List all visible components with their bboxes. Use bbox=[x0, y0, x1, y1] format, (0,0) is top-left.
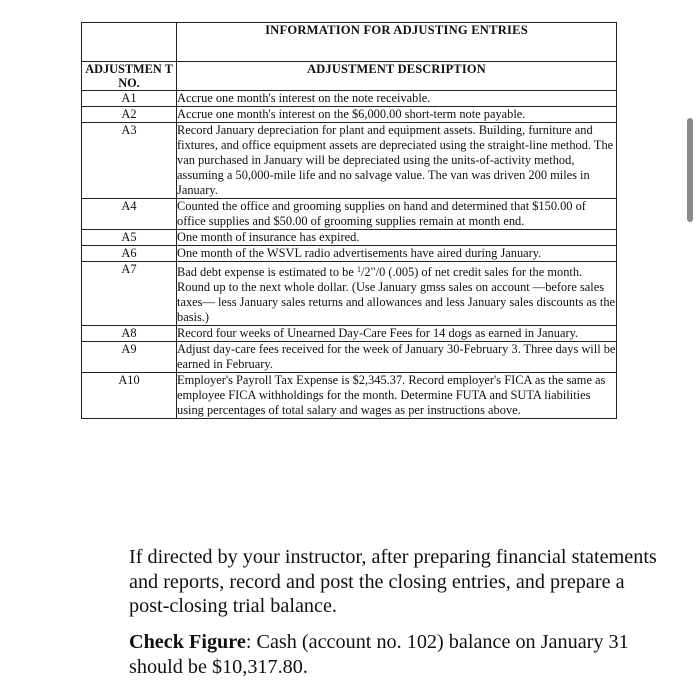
table-row bbox=[82, 107, 617, 123]
adjustment-no: A5 bbox=[82, 230, 177, 246]
table-row bbox=[82, 199, 617, 230]
adjusting-entries-table bbox=[81, 22, 617, 419]
adjustment-no: A3 bbox=[82, 123, 177, 199]
table-row bbox=[82, 91, 617, 107]
table-title: INFORMATION FOR ADJUSTING ENTRIES bbox=[177, 23, 617, 62]
table-row bbox=[82, 262, 617, 326]
fraction-superscript: 1 bbox=[356, 265, 361, 274]
check-figure-text: : Cash (account no. 102) balance on January 31 should be $10,317.80. bbox=[129, 631, 629, 678]
header-adjustment-no: ADJUSTMEN T NO. bbox=[82, 62, 177, 91]
check-figure-label: Check Figure bbox=[129, 631, 246, 653]
check-figure bbox=[129, 630, 659, 679]
adjustment-no: A2 bbox=[82, 107, 177, 123]
adjustment-description: Record four weeks of Unearned Day-Care Fees for 14 dogs as earned in January. bbox=[177, 326, 617, 342]
table-row bbox=[82, 123, 617, 199]
table-title-row bbox=[82, 23, 617, 62]
adjustment-no: A4 bbox=[82, 199, 177, 230]
table-header-row bbox=[82, 62, 617, 91]
closing-instructions: If directed by your instructor, after preparing financial statements and reports, record and post the closing entries, and prepare a post-closing trial balance. bbox=[129, 546, 657, 618]
table-row bbox=[82, 373, 617, 419]
adjustment-description: Accrue one month's interest on the $6,000.00 short-term note payable. bbox=[177, 107, 617, 123]
scrollbar-thumb[interactable] bbox=[687, 118, 693, 222]
adjustment-description: One month of the WSVL radio advertisements have aired during January. bbox=[177, 246, 617, 262]
adjustment-description: Record January depreciation for plant and equipment assets. Building, furniture and fixtures, and office equipment assets are depreciated using the straight-line method. The van purchased in January will be depreciated using the units-of-activity method, assuming a 50,000-mile life and no salvage value. The van was driven 200 miles in January. bbox=[177, 123, 617, 199]
table-row bbox=[82, 246, 617, 262]
table-row bbox=[82, 230, 617, 246]
adjustment-no: A1 bbox=[82, 91, 177, 107]
adjustment-description: One month of insurance has expired. bbox=[177, 230, 617, 246]
adjustment-description: Accrue one month's interest on the note receivable. bbox=[177, 91, 617, 107]
adjustment-description: Adjust day-care fees received for the week of January 30-February 3. Three days will be earned in February. bbox=[177, 342, 616, 371]
header-adjustment-description: ADJUSTMENT DESCRIPTION bbox=[177, 62, 617, 91]
adjustment-no: A10 bbox=[82, 373, 177, 419]
table-row bbox=[82, 342, 617, 373]
desc-part: /2"/0 (.005) of net credit sales for the month. Round up to the next whole dollar. (Use January gmss sales on account —before sales taxes— less January sales returns and allowances and less January sales discounts as the basis.) bbox=[177, 265, 616, 324]
adjustment-description bbox=[177, 262, 617, 326]
adjustment-no: A6 bbox=[82, 246, 177, 262]
adjustment-no: A9 bbox=[82, 342, 177, 373]
table-row bbox=[82, 326, 617, 342]
adjustment-description: Employer's Payroll Tax Expense is $2,345.37. Record employer's FICA as the same as employee FICA withholdings for the month. Determine FUTA and SUTA liabilities using percentages of total salary and wages as per instructions above. bbox=[177, 373, 617, 419]
adjustment-no: A8 bbox=[82, 326, 177, 342]
blank-corner-cell bbox=[82, 23, 177, 62]
adjustment-description: Counted the office and grooming supplies on hand and determined that $150.00 of office supplies and $50.00 of grooming supplies remain at month end. bbox=[177, 199, 617, 230]
adjustment-no: A7 bbox=[82, 262, 177, 326]
desc-part: Bad debt expense is estimated to be bbox=[177, 265, 357, 279]
